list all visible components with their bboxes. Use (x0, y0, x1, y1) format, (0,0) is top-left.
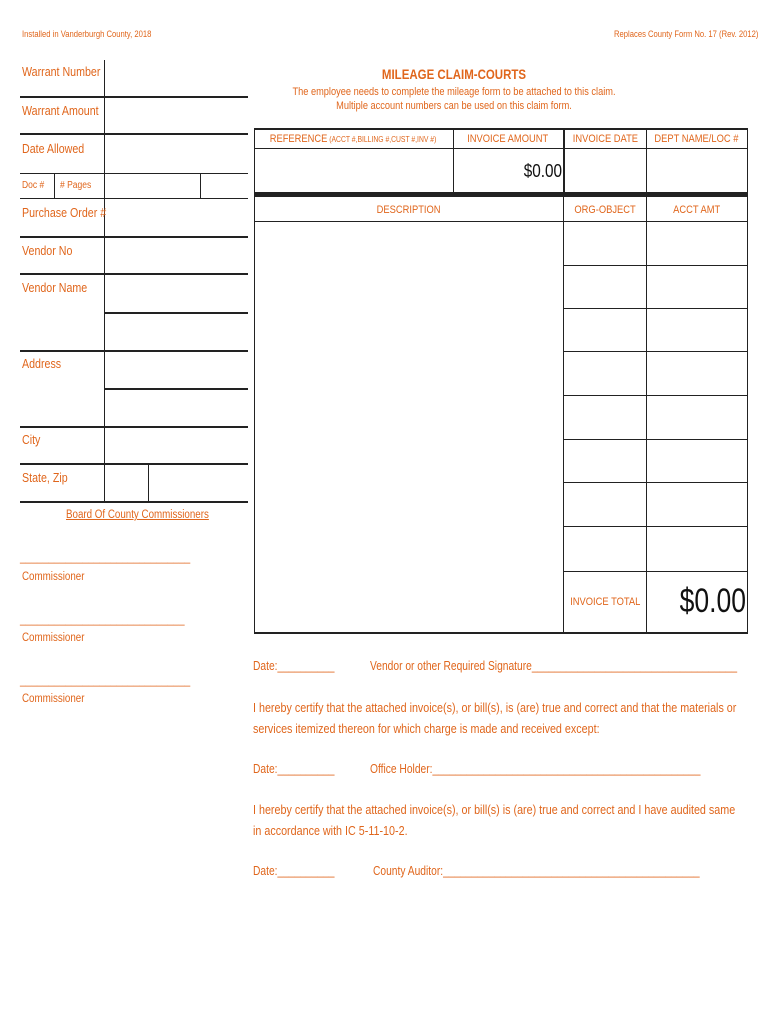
divider (20, 426, 248, 428)
divider (20, 350, 248, 352)
dept-header: DEPT NAME/LOC # (654, 133, 739, 145)
board-title: Board Of County Commissioners (66, 509, 209, 521)
invoice-amount-header: INVOICE AMOUNT (467, 133, 549, 145)
table-bottom-border (254, 632, 748, 634)
col-divider (563, 197, 564, 633)
invoice-amount-value: $0.00 (523, 161, 562, 181)
address-label: Address (22, 356, 62, 371)
date-allowed-label: Date Allowed (22, 141, 85, 156)
form-subtitle-2: Multiple account numbers can be used on this claim form. (336, 100, 572, 112)
row-divider (563, 265, 747, 266)
divider (20, 133, 248, 135)
replaces-note: Replaces County Form No. 17 (Rev. 2012) (614, 29, 759, 39)
invoice-total-value: $0.00 (679, 582, 746, 620)
row-divider (563, 351, 747, 352)
office-holder-line: Office Holder:_______________________________________________ (370, 762, 701, 776)
divider (20, 273, 248, 275)
vendor-name-label: Vendor Name (22, 280, 88, 295)
divider (104, 312, 248, 314)
divider (20, 501, 248, 503)
row-divider (563, 526, 747, 527)
table-header-border (254, 148, 748, 149)
city-label: City (22, 432, 41, 447)
date-line-2: Date:__________ (253, 762, 335, 776)
warrant-number-label: Warrant Number (22, 64, 101, 79)
table-right-border (747, 128, 748, 633)
installed-note: Installed in Vanderburgh County, 2018 (22, 29, 152, 39)
purchase-order-label: Purchase Order # (22, 205, 107, 220)
acct-amt-header: ACCT AMT (672, 204, 721, 216)
commissioner-label-3: Commissioner (22, 693, 85, 705)
row-divider (563, 395, 747, 396)
desc-header-border (254, 221, 748, 222)
vendor-no-label: Vendor No (22, 243, 73, 258)
divider (20, 236, 248, 238)
form-title: MILEAGE CLAIM-COURTS (381, 66, 527, 82)
reference-header: REFERENCE (ACCT #,BILLING #,CUST #,INV #) (270, 133, 437, 145)
divider (104, 388, 248, 390)
invoice-date-header: INVOICE DATE (572, 133, 638, 145)
certify-paragraph-1: I hereby certify that the attached invoice(s), or bill(s), is (are) true and correct and that the materials or services itemized thereon for which charge is made and received except: (253, 701, 737, 736)
org-object-header: ORG-OBJECT (574, 204, 636, 216)
pages-divider (200, 174, 201, 198)
doc-divider (54, 174, 55, 198)
form-subtitle-1: The employee needs to complete the mileage form to be attached to this claim. (292, 86, 616, 98)
commissioner-sig-line-3: ______________________________ (20, 673, 191, 687)
zip-divider (148, 464, 149, 502)
doc-label: Doc # (22, 180, 45, 191)
table-thick-border (254, 192, 748, 197)
date-line-3: Date:__________ (253, 864, 335, 878)
commissioner-label-2: Commissioner (22, 632, 85, 644)
row-divider (563, 482, 747, 483)
divider (20, 198, 248, 199)
description-header: DESCRIPTION (376, 204, 441, 216)
row-divider (563, 308, 747, 309)
row-divider (563, 439, 747, 440)
state-zip-label: State, Zip (22, 470, 68, 485)
divider (20, 96, 248, 98)
commissioner-sig-line-1: ______________________________ (20, 550, 191, 564)
date-line-1: Date:__________ (253, 659, 335, 673)
warrant-amount-label: Warrant Amount (22, 103, 99, 118)
certify-paragraph-2: I hereby certify that the attached invoice(s), or bill(s) is (are) true and correct and I have audited same in accordance with IC 5-11-10-2. (253, 803, 736, 838)
commissioner-label-1: Commissioner (22, 571, 85, 583)
col-divider (646, 197, 647, 633)
commissioner-sig-line-2: _____________________________ (20, 612, 185, 626)
county-auditor-line: County Auditor:_____________________________________________ (373, 864, 700, 878)
pages-label: # Pages (60, 180, 92, 191)
invoice-total-label: INVOICE TOTAL (569, 596, 641, 608)
divider (20, 463, 248, 465)
vendor-signature-line: Vendor or other Required Signature____________________________________ (370, 659, 738, 673)
